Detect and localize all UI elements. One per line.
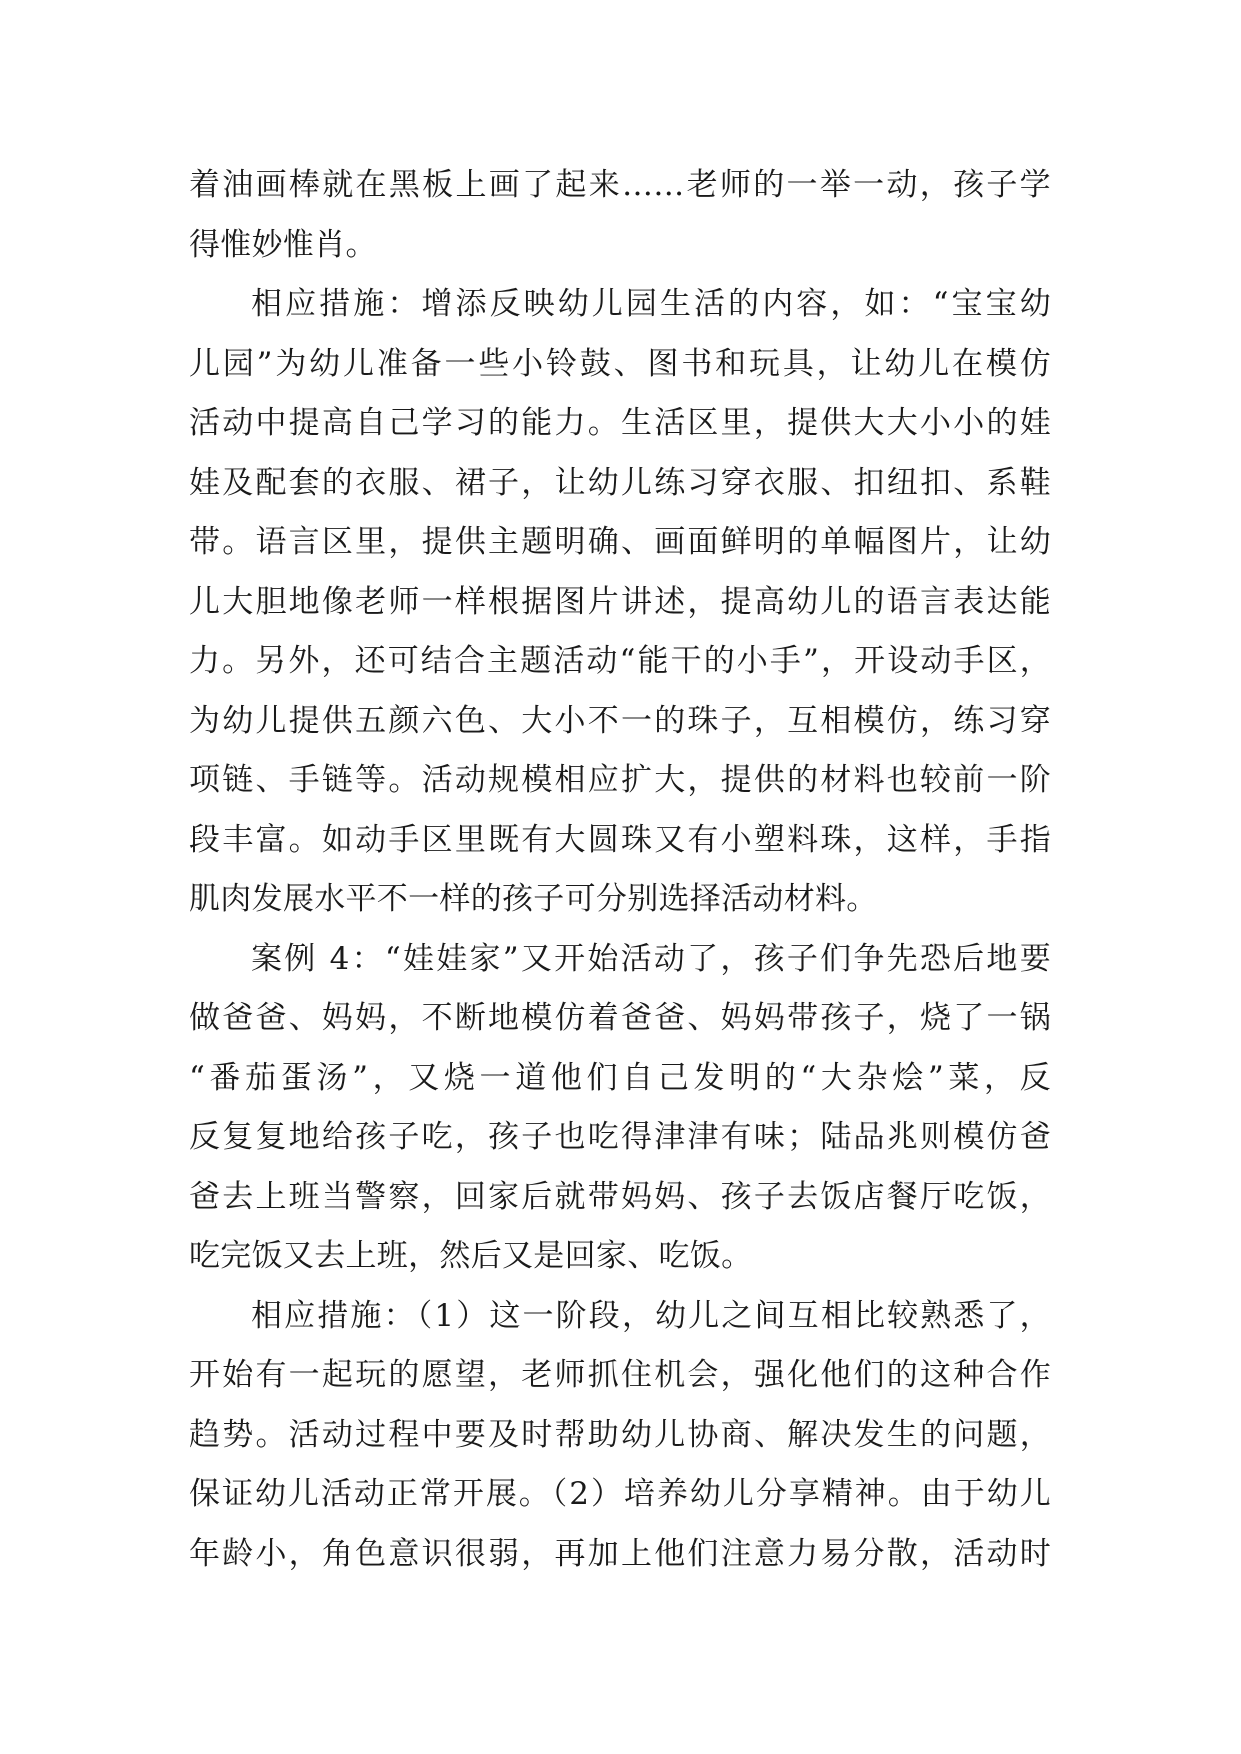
text-line: 娃及配套的衣服、裙子，让幼儿练习穿衣服、扣纽扣、系鞋: [189, 464, 1051, 501]
text-line: 相应措施：增添反映幼儿园生活的内容，如：“宝宝幼: [251, 286, 1051, 322]
text-line: 活动中提高自己学习的能力。生活区里，提供大大小小的娃: [189, 405, 1051, 441]
text-line: 吃完饭又去上班，然后又是回家、吃饭。: [189, 1238, 753, 1274]
body-text: [189, 156, 1051, 1584]
text-line: 案例 4：“娃娃家”又开始活动了，孩子们争先恐后地要: [251, 940, 1051, 977]
text-line: 肌肉发展水平不一样的孩子可分别选择活动材料。: [189, 881, 878, 917]
text-line: 带。语言区里，提供主题明确、画面鲜明的单幅图片，让幼: [189, 524, 1051, 560]
text-line: 爸去上班当警察，回家后就带妈妈、孩子去饭店餐厅吃饭，: [189, 1178, 1051, 1215]
text-line: 儿园”为幼儿准备一些小铃鼓、图书和玩具，让幼儿在模仿: [189, 345, 1051, 382]
text-line: 段丰富。如动手区里既有大圆珠又有小塑料珠，这样，手指: [189, 821, 1051, 858]
text-line: 得惟妙惟肖。: [189, 226, 377, 263]
text-line: 保证幼儿活动正常开展。（2）培养幼儿分享精神。由于幼儿: [189, 1476, 1051, 1512]
text-line: 年龄小，角色意识很弱，再加上他们注意力易分散，活动时: [189, 1535, 1051, 1572]
text-line: 项链、手链等。活动规模相应扩大，提供的材料也较前一阶: [189, 762, 1051, 798]
text-line: 着油画棒就在黑板上画了起来……老师的一举一动，孩子学: [189, 167, 1051, 203]
text-line: 开始有一起玩的愿望，老师抓住机会，强化他们的这种合作: [189, 1357, 1051, 1393]
text-line: 儿大胆地像老师一样根据图片讲述，提高幼儿的语言表达能: [189, 583, 1051, 620]
text-line: 力。另外，还可结合主题活动“能干的小手”，开设动手区，: [189, 643, 1051, 679]
text-line: 反复复地给孩子吃，孩子也吃得津津有味；陆品兆则模仿爸: [189, 1119, 1051, 1155]
text-line: 趋势。活动过程中要及时帮助幼儿协商、解决发生的问题，: [189, 1416, 1051, 1453]
text-line: 为幼儿提供五颜六色、大小不一的珠子，互相模仿，练习穿: [189, 702, 1051, 739]
text-line: 做爸爸、妈妈，不断地模仿着爸爸、妈妈带孩子，烧了一锅: [189, 1000, 1051, 1036]
text-line: 相应措施：（1）这一阶段，幼儿之间互相比较熟悉了，: [251, 1297, 1051, 1334]
text-line: “番茄蛋汤”，又烧一道他们自己发明的“大杂烩”菜，反: [189, 1059, 1051, 1096]
